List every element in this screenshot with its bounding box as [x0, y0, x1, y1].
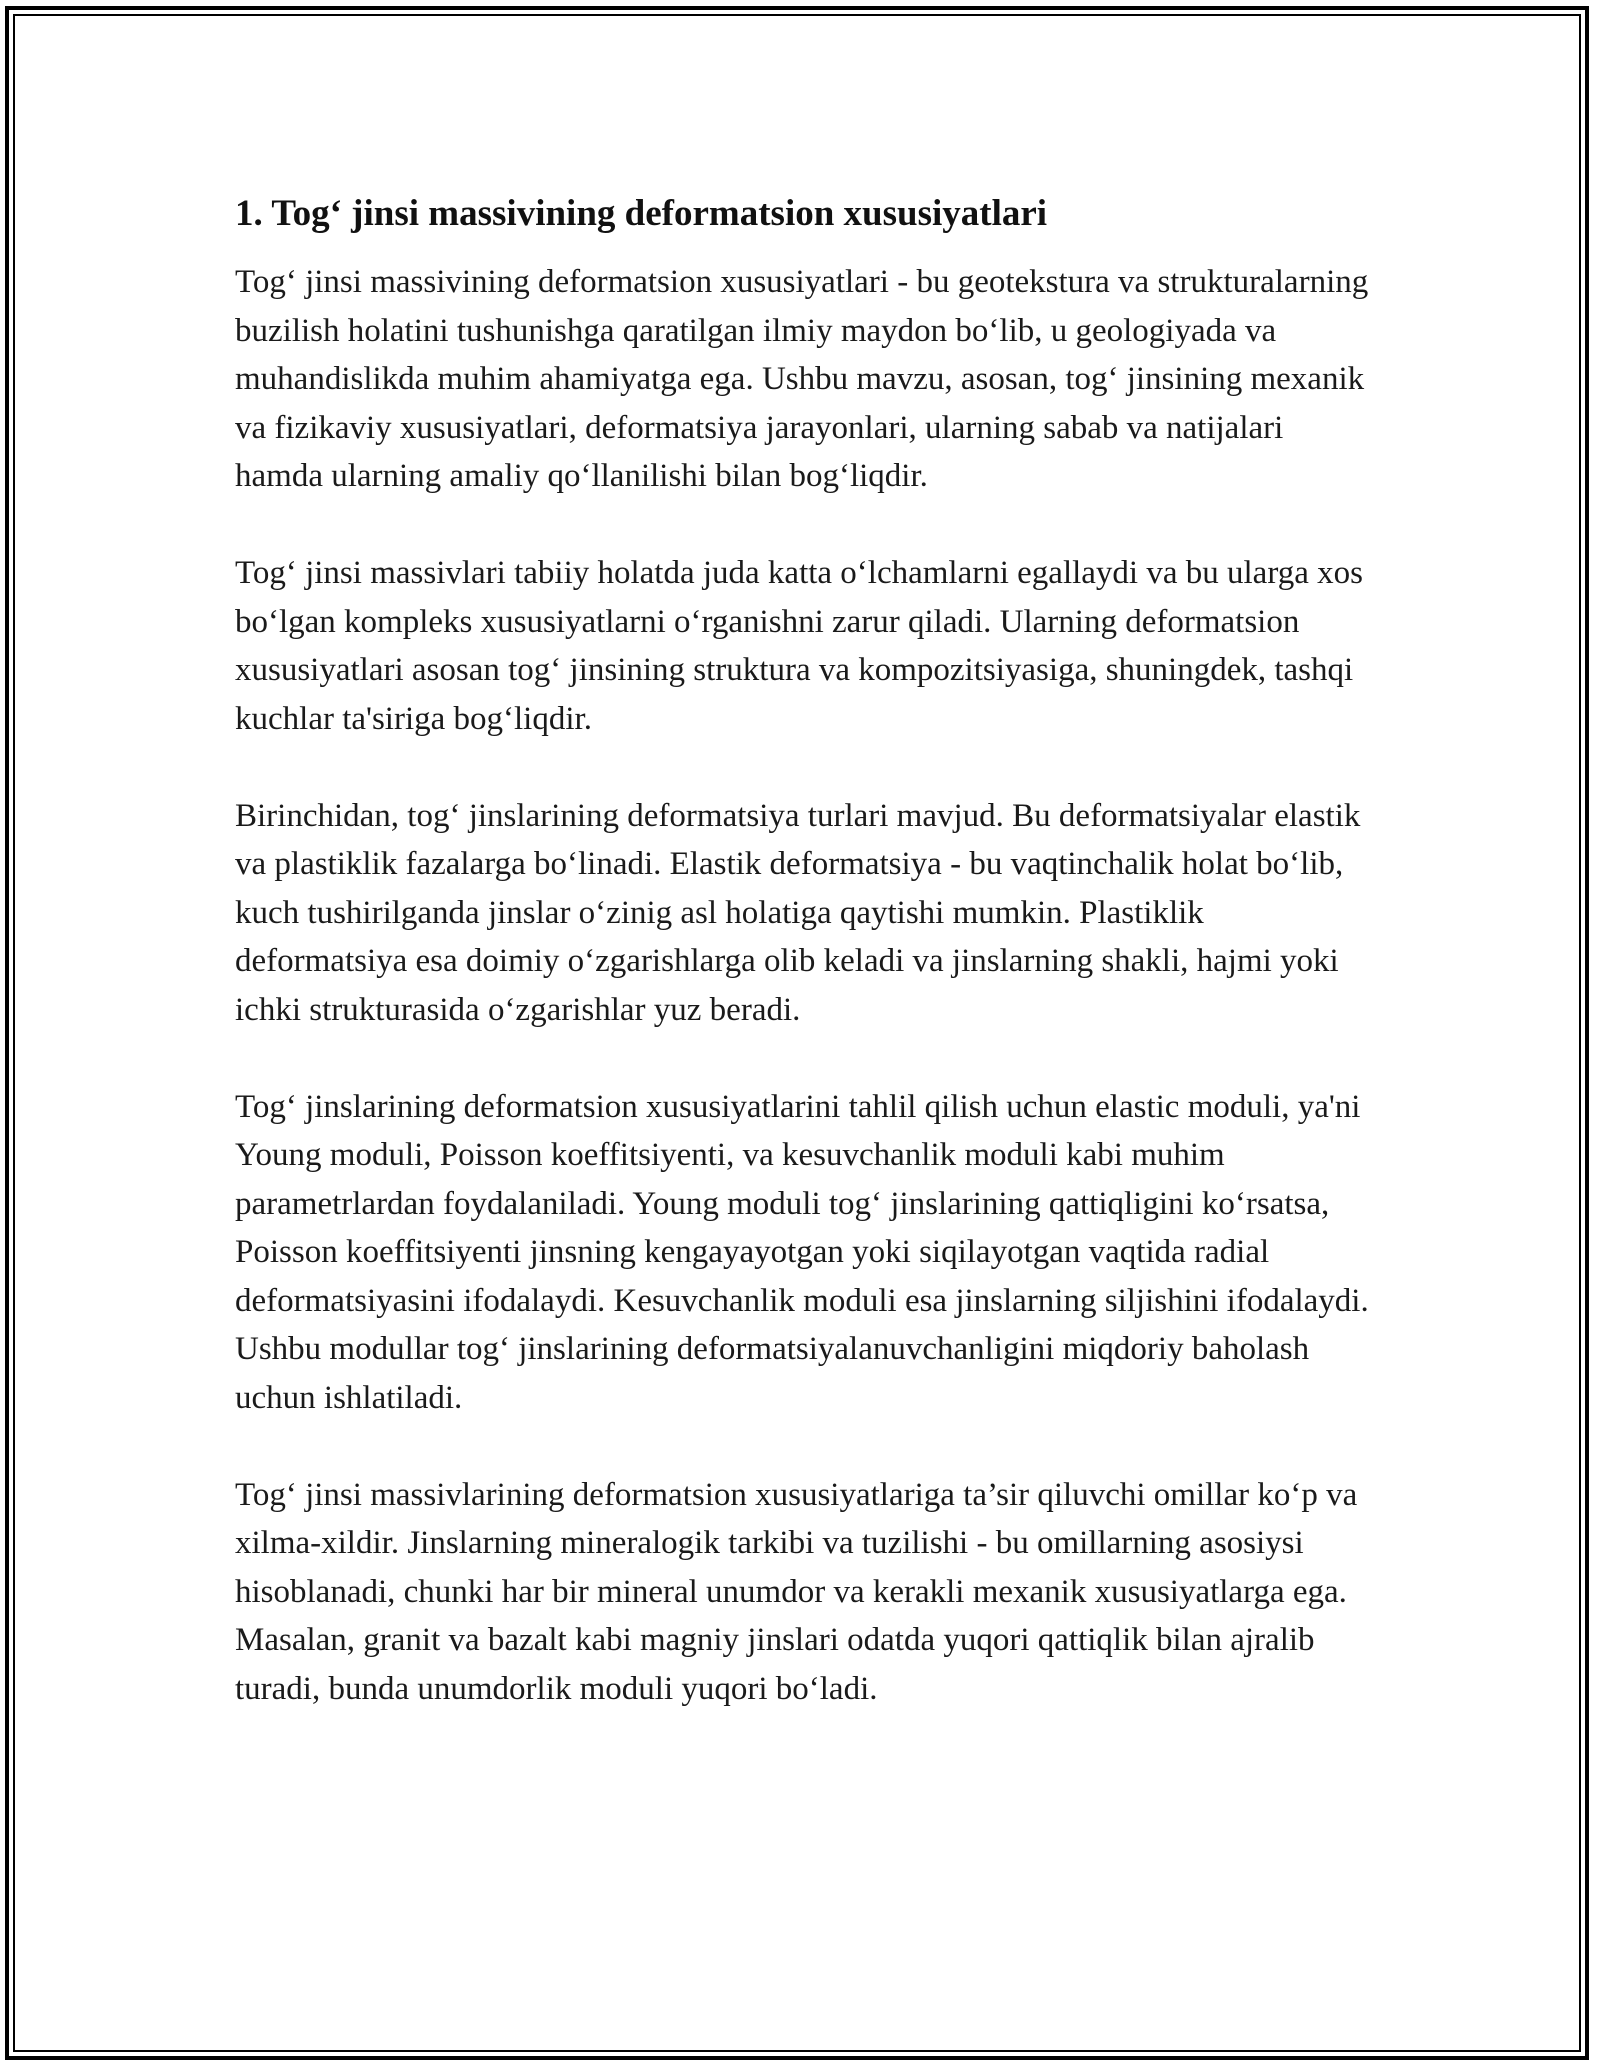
section-heading: 1. Tog‘ jinsi massivining deformatsion xususiyatlari	[235, 193, 1048, 234]
paragraph-3: Birinchidan, tog‘ jinslarining deformatsiya turlari mavjud. Bu deformatsiyalar elastik va plastiklik fazalarga bo‘linadi. Elastik deformatsiya - bu vaqtinchalik holat bo‘lib, kuch tushirilganda jinslar o‘zinig asl holatiga qaytishi mumkin. Plastiklik deformatsiya esa doimiy o‘zgarishlarga olib keladi va jinslarning shakli, hajmi yoki ichki strukturasida o‘zgarishlar yuz beradi.	[235, 797, 1361, 1028]
paragraph-1: Tog‘ jinsi massivining deformatsion xususiyatlari - bu geotekstura va strukturalarning buzilish holatini tushunishga qaratilgan ilmiy maydon bo‘lib, u geologiyada va muhandislikda muhim ahamiyatga ega. Ushbu mavzu, asosan, tog‘ jinsining mexanik va fizikaviy xususiyatlari, deformatsiya jarayonlari, ularning sabab va natijalari hamda ularning amaliy qo‘llanilishi bilan bog‘liqdir.	[235, 264, 1369, 494]
paragraph-4: Tog‘ jinslarining deformatsion xususiyatlarini tahlil qilish uchun elastic moduli, ya'ni Young moduli, Poisson koeffitsiyenti, va kesuvchanlik moduli kabi muhim parametrlardan foydalaniladi. Young moduli tog‘ jinslarining qattiqligini ko‘rsatsa, Poisson koeffitsiyenti jinsning kengayayotgan yoki siqilayotgan vaqtida radial deformatsiyasini ifodalaydi. Kesuvchanlik moduli esa jinslarning siljishini ifodalaydi. Ushbu modullar tog‘ jinslarining deformatsiyalanuvchanligini miqdoriy baholash uchun ishlatiladi.	[235, 1088, 1369, 1416]
document-body	[235, 186, 1375, 1762]
paragraph-5: Tog‘ jinsi massivlarining deformatsion xususiyatlariga ta’sir qiluvchi omillar ko‘p va xilma-xildir. Jinslarning mineralogik tarkibi va tuzilishi - bu omillarning asosiysi hisoblanadi, chunki har bir mineral unumdor va kerakli mexanik xususiyatlarga ega. Masalan, granit va bazalt kabi magniy jinslari odatda yuqori qattiqlik bilan ajralib turadi, bunda unumdorlik moduli yuqori bo‘ladi.	[235, 1476, 1358, 1707]
paragraph-2: Tog‘ jinsi massivlari tabiiy holatda juda katta o‘lchamlarni egallaydi va bu ularga xos bo‘lgan kompleks xususiyatlarni o‘rganishni zarur qiladi. Ularning deformatsion xususiyatlari asosan tog‘ jinsining struktura va kompozitsiyasiga, shuningdek, tashqi kuchlar ta'siriga bog‘liqdir.	[235, 555, 1363, 737]
